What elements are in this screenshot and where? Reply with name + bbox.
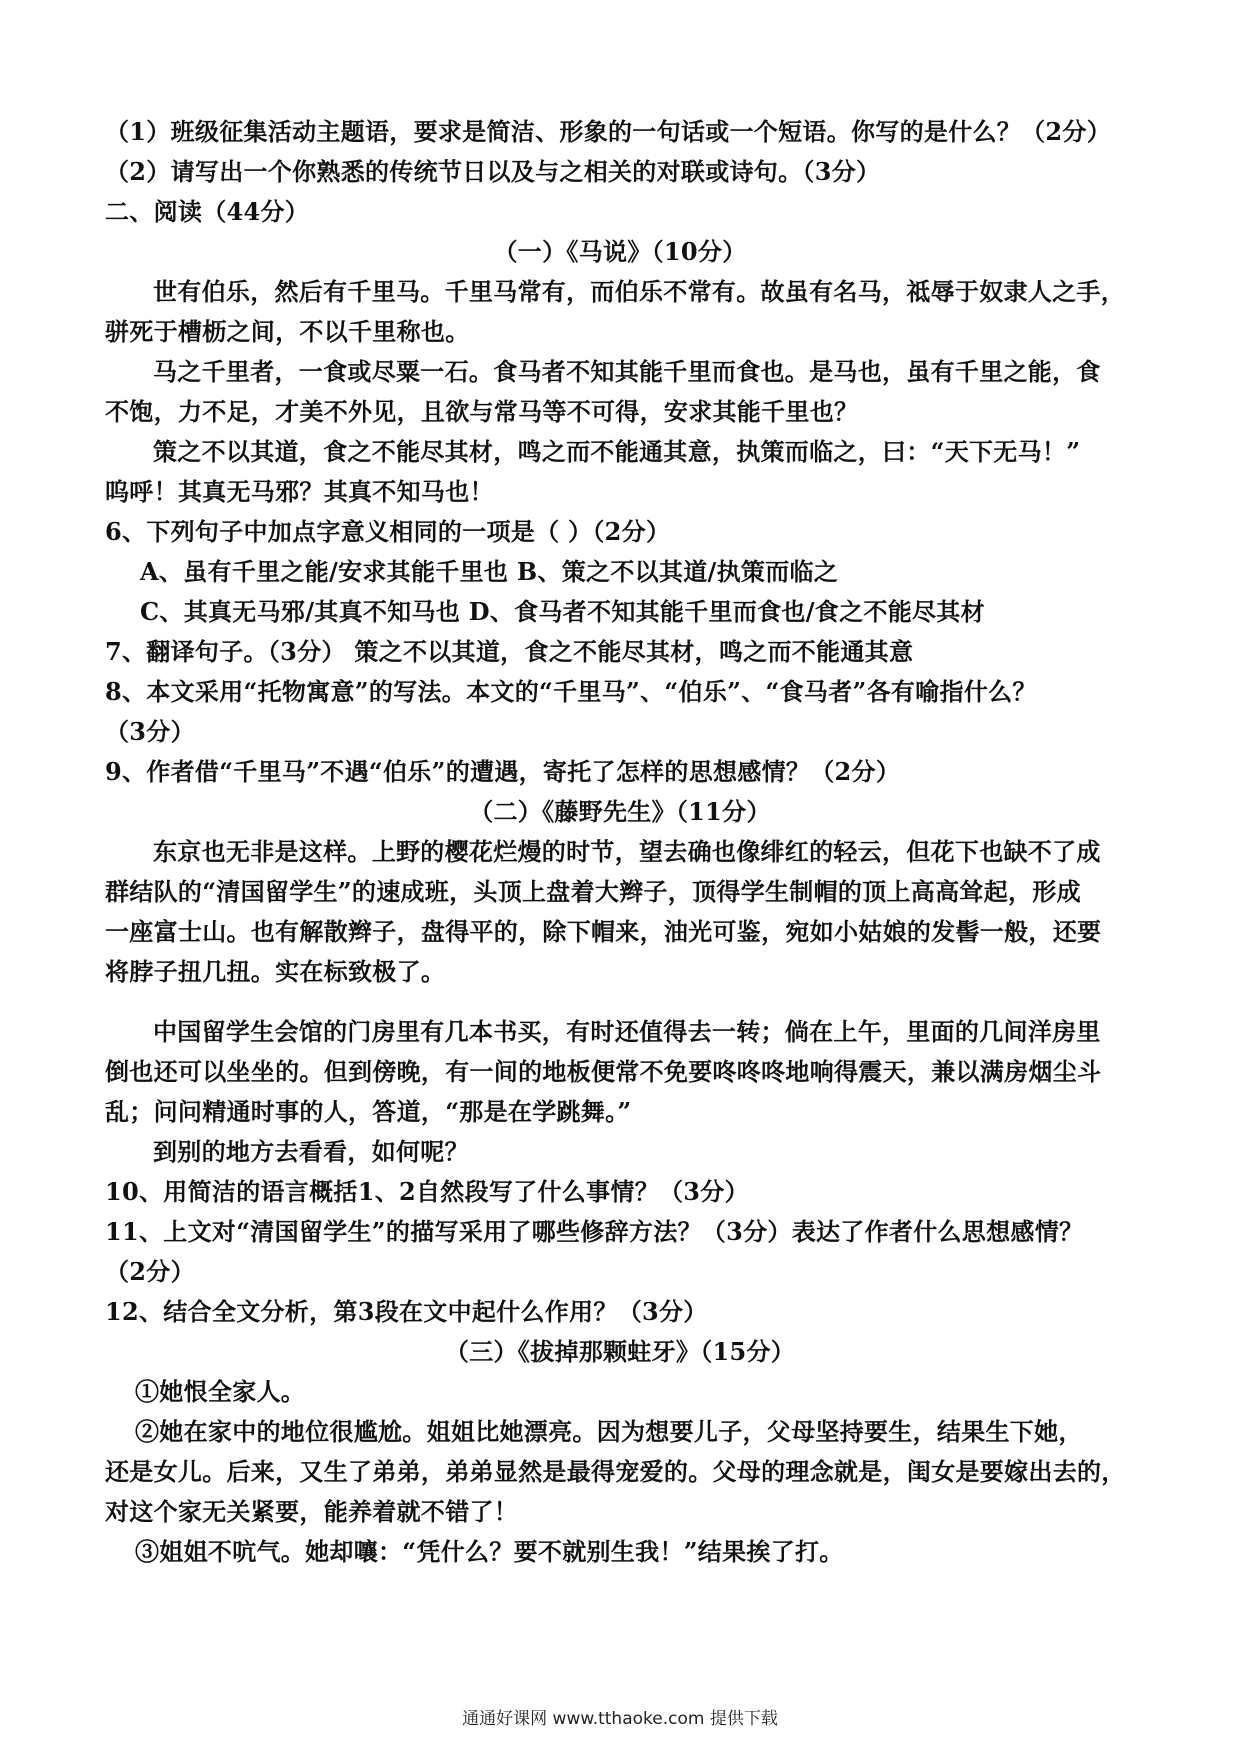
question-6-option-cd: C、其真无马邪/其真不知马也 D、食马者不知其能千里而食也/食之不能尽其材	[140, 597, 985, 626]
question-6-option-ab: A、虽有千里之能/安求其能千里也 B、策之不以其道/执策而临之	[140, 557, 839, 586]
question-1: （1）班级征集活动主题语，要求是简洁、形象的一句话或一个短语。你写的是什么？（2分）	[105, 117, 1111, 146]
section-title-reading: 二、阅读（44分）	[105, 197, 310, 226]
tengye-line: 到别的地方去看看，如何呢？	[153, 1137, 469, 1166]
ma-shuo-line: 骈死于槽枥之间，不以千里称也。	[105, 317, 470, 346]
question-8: 8、本文采用“托物寓意”的写法。本文的“千里马”、“伯乐”、“食马者”各有喻指什么？	[105, 677, 1037, 706]
question-11: 11、上文对“清国留学生”的描写采用了哪些修辞方法？（3分）表达了作者什么思想感情？	[105, 1217, 1084, 1246]
question-7: 7、翻译句子。（3分） 策之不以其道，食之不能尽其材，鸣之而不能通其意	[105, 637, 914, 666]
tengye-line: 中国留学生会馆的门房里有几本书买，有时还值得去一转；倘在上午，里面的几间洋房里	[153, 1017, 1101, 1046]
page-footer[interactable]: 通通好课网 www.tthaoke.com 提供下载	[462, 1709, 778, 1729]
question-10: 10、用简洁的语言概括1、2自然段写了什么事情？（3分）	[105, 1177, 749, 1206]
question-2: （2）请写出一个你熟悉的传统节日以及与之相关的对联或诗句。（3分）	[105, 157, 881, 186]
tengye-line: 倒也还可以坐坐的。但到傍晚，有一间的地板便常不免要咚咚咚地响得震天，兼以满房烟尘斗	[105, 1057, 1102, 1086]
bamiao-line: ③姐姐不吭气。她却嚷：“凭什么？要不就别生我！”结果挨了打。	[135, 1537, 844, 1566]
ma-shuo-line: 呜呼！其真无马邪？其真不知马也！	[105, 477, 494, 506]
question-11-score: （2分）	[105, 1257, 195, 1286]
bamiao-line: 对这个家无关紧要，能养着就不错了！	[105, 1497, 519, 1526]
question-9: 9、作者借“千里马”不遇“伯乐”的遭遇，寄托了怎样的思想感情？（2分）	[105, 757, 901, 786]
heading-bamiao-zhuya: （三）《拔掉那颗蛀牙》（15分）	[444, 1337, 796, 1366]
tengye-line: 乱；问问精通时事的人，答道，“那是在学跳舞。”	[105, 1097, 632, 1126]
ma-shuo-line: 马之千里者，一食或尽粟一石。食马者不知其能千里而食也。是马也，虽有千里之能，食	[153, 357, 1101, 386]
question-12: 12、结合全文分析，第3段在文中起什么作用？（3分）	[105, 1297, 708, 1326]
ma-shuo-line: 不饱，力不足，才美不外见，且欲与常马等不可得，安求其能千里也？	[105, 397, 859, 426]
tengye-line: 东京也无非是这样。上野的樱花烂熳的时节，望去确也像绯红的轻云，但花下也缺不了成	[153, 837, 1101, 866]
bamiao-line: 还是女儿。后来，又生了弟弟，弟弟显然是最得宠爱的。父母的理念就是，闺女是要嫁出去的，	[105, 1457, 1126, 1486]
ma-shuo-line: 世有伯乐，然后有千里马。千里马常有，而伯乐不常有。故虽有名马，祗辱于奴隶人之手，	[153, 277, 1125, 306]
tengye-line: 将脖子扭几扭。实在标致极了。	[105, 957, 446, 986]
question-6: 6、下列句子中加点字意义相同的一项是（ ）（2分）	[105, 517, 671, 546]
tengye-line: 一座富士山。也有解散辫子，盘得平的，除下帽来，油光可鉴，宛如小姑娘的发髻一般，还要	[105, 917, 1102, 946]
bamiao-line: ①她恨全家人。	[135, 1377, 306, 1406]
heading-tengye-xiansheng: （二）《藤野先生》（11分）	[469, 797, 771, 826]
question-8-score: （3分）	[105, 717, 195, 746]
bamiao-line: ②她在家中的地位很尴尬。姐姐比她漂亮。因为想要儿子，父母坚持要生，结果生下她，	[135, 1417, 1083, 1446]
heading-ma-shuo: （一）《马说》（10分）	[493, 237, 747, 266]
tengye-line: 群结队的“清国留学生”的速成班，头顶上盘着大辫子，顶得学生制帽的顶上高高耸起，形成	[105, 877, 1081, 906]
ma-shuo-line: 策之不以其道，食之不能尽其材，鸣之而不能通其意，执策而临之，曰：“天下无马！”	[153, 437, 1081, 466]
